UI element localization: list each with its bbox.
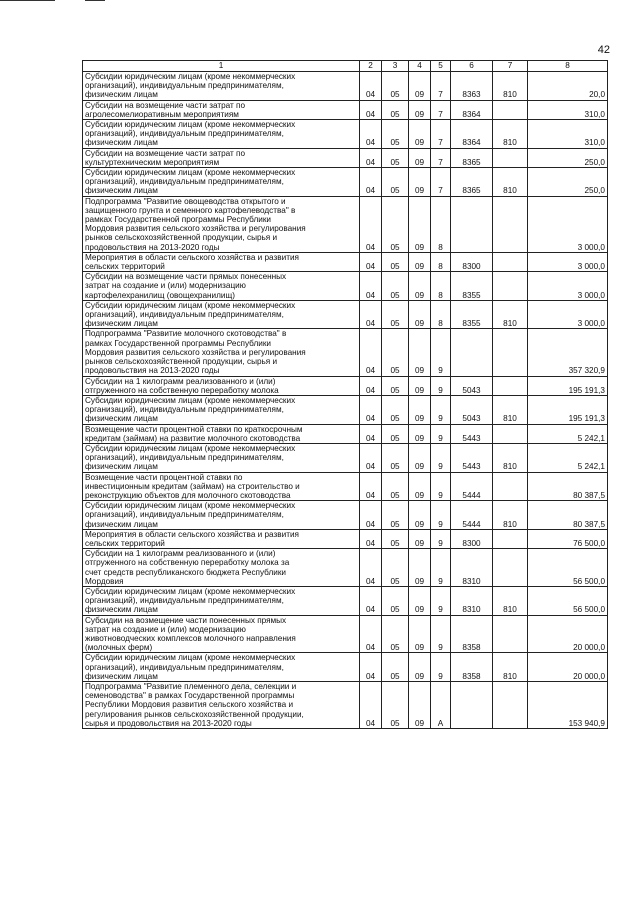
code-expense-type-cell: 810 bbox=[493, 395, 528, 424]
row-name-cell: Субсидии юридическим лицам (кроме некоммерческих организаций), индивидуальным предпринимателям, физическим лицам bbox=[83, 395, 360, 424]
code-program-cell: 7 bbox=[431, 148, 451, 167]
code-target-cell: 8310 bbox=[451, 586, 493, 615]
code-subsection2-cell: 09 bbox=[409, 615, 431, 653]
row-name-cell: Подпрограмма "Развитие овощеводства открытого и защищенного грунта и семенного картофелеводства" в рамках Государственной программы Республики Мордовия развития сельского хозяйства и регулирования рынков сельскохозяйственной продукции, сырья и продовольствия на 2013-2020 годы bbox=[83, 196, 360, 252]
amount-cell: 195 191,3 bbox=[528, 395, 608, 424]
code-expense-type-cell: 810 bbox=[493, 120, 528, 149]
row-name-cell: Возмещение части процентной ставки по краткосрочным кредитам (займам) на развитие молочного скотоводства bbox=[83, 424, 360, 443]
amount-cell: 5 242,1 bbox=[528, 424, 608, 443]
code-subsection2-cell: 09 bbox=[409, 120, 431, 149]
code-expense-type-cell bbox=[493, 148, 528, 167]
code-expense-type-cell: 810 bbox=[493, 586, 528, 615]
table-row bbox=[83, 300, 608, 329]
row-name-cell: Субсидии юридическим лицам (кроме некоммерческих организаций), индивидуальным предпринимателям, физическим лицам bbox=[83, 586, 360, 615]
code-section-cell: 04 bbox=[360, 529, 382, 548]
column-header: 8 bbox=[528, 61, 608, 72]
code-target-cell: 5443 bbox=[451, 424, 493, 443]
code-section-cell: 04 bbox=[360, 120, 382, 149]
code-program-cell: 9 bbox=[431, 329, 451, 376]
code-program-cell: 9 bbox=[431, 549, 451, 587]
code-subsection-cell: 05 bbox=[382, 148, 409, 167]
row-name-cell: Субсидии юридическим лицам (кроме некоммерческих организаций), индивидуальным предпринимателям, физическим лицам bbox=[83, 443, 360, 472]
column-header: 2 bbox=[360, 61, 382, 72]
code-subsection2-cell: 09 bbox=[409, 72, 431, 101]
code-program-cell: 7 bbox=[431, 72, 451, 101]
code-program-cell: 8 bbox=[431, 300, 451, 329]
column-header: 7 bbox=[493, 61, 528, 72]
page-number: 42 bbox=[597, 44, 610, 56]
amount-cell: 153 940,9 bbox=[528, 682, 608, 729]
code-subsection-cell: 05 bbox=[382, 168, 409, 197]
column-header: 3 bbox=[382, 61, 409, 72]
code-section-cell: 04 bbox=[360, 168, 382, 197]
table-row bbox=[83, 472, 608, 501]
code-target-cell bbox=[451, 329, 493, 376]
table-row bbox=[83, 100, 608, 119]
code-section-cell: 04 bbox=[360, 252, 382, 271]
code-section-cell: 04 bbox=[360, 586, 382, 615]
code-target-cell: 8365 bbox=[451, 148, 493, 167]
code-subsection-cell: 05 bbox=[382, 329, 409, 376]
code-expense-type-cell: 810 bbox=[493, 168, 528, 197]
scan-edge-mark bbox=[85, 0, 105, 1]
code-subsection2-cell: 09 bbox=[409, 501, 431, 530]
code-section-cell: 04 bbox=[360, 653, 382, 682]
code-subsection-cell: 05 bbox=[382, 682, 409, 729]
code-subsection2-cell: 09 bbox=[409, 443, 431, 472]
code-program-cell: 9 bbox=[431, 586, 451, 615]
code-section-cell: 04 bbox=[360, 472, 382, 501]
amount-cell: 3 000,0 bbox=[528, 272, 608, 301]
code-target-cell bbox=[451, 196, 493, 252]
code-subsection-cell: 05 bbox=[382, 615, 409, 653]
code-subsection-cell: 05 bbox=[382, 120, 409, 149]
code-subsection-cell: 05 bbox=[382, 529, 409, 548]
code-expense-type-cell: 810 bbox=[493, 443, 528, 472]
code-section-cell: 04 bbox=[360, 376, 382, 395]
table-row bbox=[83, 252, 608, 271]
code-expense-type-cell bbox=[493, 472, 528, 501]
amount-cell: 80 387,5 bbox=[528, 472, 608, 501]
code-program-cell: 9 bbox=[431, 443, 451, 472]
code-target-cell: 8365 bbox=[451, 168, 493, 197]
row-name-cell: Субсидии на возмещение части затрат по культуртехническим мероприятиям bbox=[83, 148, 360, 167]
budget-table bbox=[82, 60, 608, 729]
code-section-cell: 04 bbox=[360, 72, 382, 101]
table-header-row bbox=[83, 61, 608, 72]
code-program-cell: 9 bbox=[431, 376, 451, 395]
code-target-cell: 5444 bbox=[451, 472, 493, 501]
code-subsection-cell: 05 bbox=[382, 549, 409, 587]
code-subsection-cell: 05 bbox=[382, 424, 409, 443]
table-row bbox=[83, 424, 608, 443]
code-program-cell: 7 bbox=[431, 100, 451, 119]
table-row bbox=[83, 376, 608, 395]
amount-cell: 56 500,0 bbox=[528, 549, 608, 587]
code-section-cell: 04 bbox=[360, 272, 382, 301]
code-program-cell: 9 bbox=[431, 424, 451, 443]
column-header: 6 bbox=[451, 61, 493, 72]
code-subsection-cell: 05 bbox=[382, 443, 409, 472]
amount-cell: 56 500,0 bbox=[528, 586, 608, 615]
code-program-cell: 7 bbox=[431, 168, 451, 197]
code-section-cell: 04 bbox=[360, 424, 382, 443]
code-section-cell: 04 bbox=[360, 329, 382, 376]
code-subsection-cell: 05 bbox=[382, 196, 409, 252]
amount-cell: 250,0 bbox=[528, 148, 608, 167]
table-row bbox=[83, 395, 608, 424]
amount-cell: 310,0 bbox=[528, 120, 608, 149]
code-program-cell: А bbox=[431, 682, 451, 729]
row-name-cell: Мероприятия в области сельского хозяйства и развития сельских территорий bbox=[83, 529, 360, 548]
code-expense-type-cell: 810 bbox=[493, 72, 528, 101]
row-name-cell: Субсидии юридическим лицам (кроме некоммерческих организаций), индивидуальным предпринимателям, физическим лицам bbox=[83, 501, 360, 530]
code-expense-type-cell bbox=[493, 529, 528, 548]
code-subsection-cell: 05 bbox=[382, 501, 409, 530]
code-target-cell: 5043 bbox=[451, 395, 493, 424]
code-subsection2-cell: 09 bbox=[409, 100, 431, 119]
amount-cell: 310,0 bbox=[528, 100, 608, 119]
code-expense-type-cell bbox=[493, 100, 528, 119]
row-name-cell: Возмещение части процентной ставки по инвестиционным кредитам (займам) на строительство и реконструкцию объектов для молочного скотоводства bbox=[83, 472, 360, 501]
code-subsection-cell: 05 bbox=[382, 653, 409, 682]
code-target-cell: 8358 bbox=[451, 653, 493, 682]
code-target-cell: 8358 bbox=[451, 615, 493, 653]
code-subsection-cell: 05 bbox=[382, 300, 409, 329]
code-section-cell: 04 bbox=[360, 196, 382, 252]
code-section-cell: 04 bbox=[360, 395, 382, 424]
code-section-cell: 04 bbox=[360, 443, 382, 472]
row-name-cell: Субсидии на 1 килограмм реализованного и (или) отгруженного на собственную переработку молока за счет средств республиканского бюджета Республики Мордовия bbox=[83, 549, 360, 587]
table-row bbox=[83, 615, 608, 653]
code-subsection-cell: 05 bbox=[382, 395, 409, 424]
code-expense-type-cell bbox=[493, 682, 528, 729]
column-header: 4 bbox=[409, 61, 431, 72]
code-subsection2-cell: 09 bbox=[409, 653, 431, 682]
row-name-cell: Субсидии юридическим лицам (кроме некоммерческих организаций), индивидуальным предпринимателям, физическим лицам bbox=[83, 300, 360, 329]
code-expense-type-cell bbox=[493, 329, 528, 376]
code-target-cell: 8364 bbox=[451, 120, 493, 149]
row-name-cell: Субсидии юридическим лицам (кроме некоммерческих организаций), индивидуальным предпринимателям, физическим лицам bbox=[83, 120, 360, 149]
code-target-cell: 8310 bbox=[451, 549, 493, 587]
code-section-cell: 04 bbox=[360, 300, 382, 329]
row-name-cell: Субсидии юридическим лицам (кроме некоммерческих организаций), индивидуальным предпринимателям, физическим лицам bbox=[83, 653, 360, 682]
code-subsection-cell: 05 bbox=[382, 272, 409, 301]
code-section-cell: 04 bbox=[360, 549, 382, 587]
code-program-cell: 8 bbox=[431, 196, 451, 252]
code-subsection2-cell: 09 bbox=[409, 424, 431, 443]
row-name-cell: Субсидии на возмещение части затрат по агролесомелиоративным мероприятиям bbox=[83, 100, 360, 119]
scan-edge-mark bbox=[0, 0, 55, 1]
column-header: 5 bbox=[431, 61, 451, 72]
code-target-cell: 5444 bbox=[451, 501, 493, 530]
column-header: 1 bbox=[83, 61, 360, 72]
code-subsection2-cell: 09 bbox=[409, 682, 431, 729]
code-target-cell bbox=[451, 682, 493, 729]
code-target-cell: 8364 bbox=[451, 100, 493, 119]
code-expense-type-cell: 810 bbox=[493, 501, 528, 530]
table-row bbox=[83, 196, 608, 252]
code-target-cell: 5443 bbox=[451, 443, 493, 472]
table-row bbox=[83, 549, 608, 587]
row-name-cell: Подпрограмма "Развитие племенного дела, селекции и семеноводства" в рамках Государственной программы Республики Мордовия развития сельского хозяйства и регулирования рынков сельскохозяйственной продукции, сырья и продовольствия на 2013-2020 годы bbox=[83, 682, 360, 729]
row-name-cell: Субсидии юридическим лицам (кроме некоммерческих организаций), индивидуальным предпринимателям, физическим лицам bbox=[83, 72, 360, 101]
table-row bbox=[83, 501, 608, 530]
table-row bbox=[83, 148, 608, 167]
code-subsection2-cell: 09 bbox=[409, 272, 431, 301]
code-subsection2-cell: 09 bbox=[409, 529, 431, 548]
code-section-cell: 04 bbox=[360, 100, 382, 119]
code-section-cell: 04 bbox=[360, 501, 382, 530]
code-subsection2-cell: 09 bbox=[409, 549, 431, 587]
code-section-cell: 04 bbox=[360, 615, 382, 653]
code-target-cell: 8355 bbox=[451, 272, 493, 301]
amount-cell: 3 000,0 bbox=[528, 196, 608, 252]
code-target-cell: 5043 bbox=[451, 376, 493, 395]
code-program-cell: 9 bbox=[431, 653, 451, 682]
code-subsection2-cell: 09 bbox=[409, 376, 431, 395]
row-name-cell: Субсидии юридическим лицам (кроме некоммерческих организаций), индивидуальным предпринимателям, физическим лицам bbox=[83, 168, 360, 197]
code-expense-type-cell bbox=[493, 196, 528, 252]
row-name-cell: Мероприятия в области сельского хозяйства и развития сельских территорий bbox=[83, 252, 360, 271]
code-section-cell: 04 bbox=[360, 148, 382, 167]
amount-cell: 20 000,0 bbox=[528, 615, 608, 653]
table-row bbox=[83, 682, 608, 729]
amount-cell: 3 000,0 bbox=[528, 300, 608, 329]
amount-cell: 5 242,1 bbox=[528, 443, 608, 472]
code-subsection-cell: 05 bbox=[382, 72, 409, 101]
amount-cell: 20 000,0 bbox=[528, 653, 608, 682]
row-name-cell: Подпрограмма "Развитие молочного скотоводства" в рамках Государственной программы Республики Мордовия развития сельского хозяйства и регулирования рынков сельскохозяйственной продукции, сырья и продовольствия на 2013-2020 годы bbox=[83, 329, 360, 376]
code-subsection-cell: 05 bbox=[382, 586, 409, 615]
table-row bbox=[83, 272, 608, 301]
table-row bbox=[83, 586, 608, 615]
code-target-cell: 8363 bbox=[451, 72, 493, 101]
code-expense-type-cell bbox=[493, 376, 528, 395]
code-program-cell: 9 bbox=[431, 472, 451, 501]
row-name-cell: Субсидии на возмещение части понесенных прямых затрат на создание и (или) модернизацию животноводческих комплексов молочного направления (молочных ферм) bbox=[83, 615, 360, 653]
table-row bbox=[83, 168, 608, 197]
amount-cell: 195 191,3 bbox=[528, 376, 608, 395]
code-expense-type-cell bbox=[493, 272, 528, 301]
code-subsection2-cell: 09 bbox=[409, 395, 431, 424]
table-row bbox=[83, 120, 608, 149]
row-name-cell: Субсидии на 1 килограмм реализованного и (или) отгруженного на собственную переработку молока bbox=[83, 376, 360, 395]
code-subsection2-cell: 09 bbox=[409, 252, 431, 271]
code-subsection2-cell: 09 bbox=[409, 196, 431, 252]
code-expense-type-cell bbox=[493, 424, 528, 443]
row-name-cell: Субсидии на возмещение части прямых понесенных затрат на создание и (или) модернизацию картофелехранилищ (овощехранилищ) bbox=[83, 272, 360, 301]
code-target-cell: 8300 bbox=[451, 252, 493, 271]
table-row bbox=[83, 653, 608, 682]
code-subsection-cell: 05 bbox=[382, 376, 409, 395]
code-program-cell: 7 bbox=[431, 120, 451, 149]
code-subsection2-cell: 09 bbox=[409, 168, 431, 197]
code-subsection2-cell: 09 bbox=[409, 586, 431, 615]
table-row bbox=[83, 443, 608, 472]
amount-cell: 80 387,5 bbox=[528, 501, 608, 530]
amount-cell: 76 500,0 bbox=[528, 529, 608, 548]
amount-cell: 3 000,0 bbox=[528, 252, 608, 271]
code-program-cell: 8 bbox=[431, 252, 451, 271]
table-row bbox=[83, 529, 608, 548]
code-subsection-cell: 05 bbox=[382, 100, 409, 119]
code-section-cell: 04 bbox=[360, 682, 382, 729]
code-expense-type-cell: 810 bbox=[493, 300, 528, 329]
code-program-cell: 9 bbox=[431, 395, 451, 424]
code-program-cell: 9 bbox=[431, 529, 451, 548]
code-expense-type-cell bbox=[493, 252, 528, 271]
code-program-cell: 9 bbox=[431, 615, 451, 653]
code-subsection-cell: 05 bbox=[382, 472, 409, 501]
code-target-cell: 8300 bbox=[451, 529, 493, 548]
code-expense-type-cell bbox=[493, 549, 528, 587]
code-expense-type-cell: 810 bbox=[493, 653, 528, 682]
code-target-cell: 8355 bbox=[451, 300, 493, 329]
code-subsection2-cell: 09 bbox=[409, 148, 431, 167]
code-program-cell: 9 bbox=[431, 501, 451, 530]
amount-cell: 357 320,9 bbox=[528, 329, 608, 376]
table-row bbox=[83, 329, 608, 376]
code-subsection-cell: 05 bbox=[382, 252, 409, 271]
table-row bbox=[83, 72, 608, 101]
code-subsection2-cell: 09 bbox=[409, 300, 431, 329]
code-subsection2-cell: 09 bbox=[409, 329, 431, 376]
amount-cell: 250,0 bbox=[528, 168, 608, 197]
code-subsection2-cell: 09 bbox=[409, 472, 431, 501]
code-program-cell: 8 bbox=[431, 272, 451, 301]
code-expense-type-cell bbox=[493, 615, 528, 653]
amount-cell: 20,0 bbox=[528, 72, 608, 101]
